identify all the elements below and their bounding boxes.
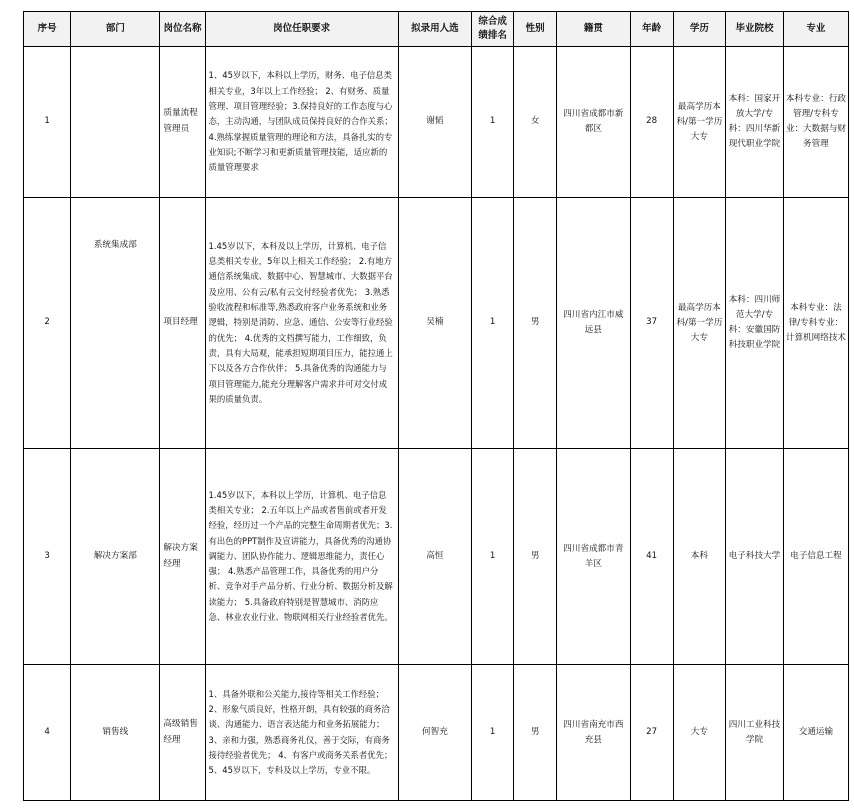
cell-major: 电子信息工程	[783, 449, 848, 665]
cell-education: 本科	[673, 449, 725, 665]
cell-major: 交通运输	[783, 665, 848, 801]
cell-major: 本科专业：法律/专科专业：计算机网络技术	[783, 198, 848, 449]
cell-no: 2	[24, 198, 71, 449]
header-dept: 部门	[71, 12, 160, 47]
header-candidate: 拟录用人选	[398, 12, 471, 47]
header-gender: 性别	[514, 12, 557, 47]
cell-gender: 男	[514, 449, 557, 665]
cell-candidate: 谢韬	[398, 47, 471, 198]
cell-school: 四川工业科技学院	[726, 665, 784, 801]
cell-major: 本科专业：行政管理/专科专业：大数据与财务管理	[783, 47, 848, 198]
cell-dept: 系统集成部	[71, 198, 160, 449]
header-rank: 综合成绩排名	[472, 12, 514, 47]
table-row	[24, 198, 849, 449]
cell-gender: 男	[514, 198, 557, 449]
cell-rank: 1	[472, 198, 514, 449]
cell-origin: 四川省南充市西充县	[557, 665, 630, 801]
cell-no: 4	[24, 665, 71, 801]
cell-no: 3	[24, 449, 71, 665]
cell-education: 大专	[673, 665, 725, 801]
header-major: 专业	[783, 12, 848, 47]
cell-education: 最高学历本科/第一学历大专	[673, 198, 725, 449]
cell-candidate: 吴楠	[398, 198, 471, 449]
cell-title: 高级销售经理	[160, 665, 205, 801]
header-title: 岗位名称	[160, 12, 205, 47]
cell-age: 41	[630, 449, 673, 665]
table-row	[24, 449, 849, 665]
table-row	[24, 665, 849, 801]
cell-requirement: 1.45岁以下，本科以上学历，计算机、电子信息类相关专业； 2.五年以上产品或者售前或者开发经验，经历过一个产品的完整生命周期者优先；3.有出色的PPT制作及宣讲能力，具备优秀的沟通协调能力、团队协作能力、逻辑思维能力，责任心强； 4.熟悉产品管理工作，具备优秀的用户分析、竞争对手产品分析、行业分析、数据分析及解读能力； 5.具备政府特别是智慧城市、消防应急、林业农业行业、物联网相关行业经验者优先。	[205, 449, 398, 665]
table-row	[24, 47, 849, 198]
cell-origin: 四川省成都市新都区	[557, 47, 630, 198]
cell-dept	[71, 47, 160, 198]
header-requirement: 岗位任职要求	[205, 12, 398, 47]
cell-dept: 解决方案部	[71, 449, 160, 665]
cell-title: 项目经理	[160, 198, 205, 449]
cell-title: 解决方案经理	[160, 449, 205, 665]
cell-age: 28	[630, 47, 673, 198]
cell-gender: 女	[514, 47, 557, 198]
cell-title: 质量流程管理员	[160, 47, 205, 198]
cell-gender: 男	[514, 665, 557, 801]
header-origin: 籍贯	[557, 12, 630, 47]
cell-rank: 1	[472, 47, 514, 198]
header-row	[24, 12, 849, 47]
cell-requirement: 1.45岁以下，本科及以上学历，计算机、电子信息类相关专业，5年以上相关工作经验； 2.有地方通信系统集成、数据中心、智慧城市、大数据平台及应用、公有云/私有云交付经验者优先； 3.熟悉验收流程和标准等,熟悉政府客户业务系统和业务逻辑，特别是消防、应急、通信、公安等行业经验的优先； 4.优秀的文档撰写能力，工作细致，负责，具有大局观，能承担短期项目压力，能拉通上下以及各方合作伙伴； 5.具备优秀的沟通能力与项目管理能力,能充分理解客户需求并可对交付成果的质量负责。	[205, 198, 398, 449]
cell-dept: 销售线	[71, 665, 160, 801]
cell-school: 电子科技大学	[726, 449, 784, 665]
recruitment-table	[23, 11, 849, 801]
cell-candidate: 高恒	[398, 449, 471, 665]
cell-candidate: 何智充	[398, 665, 471, 801]
cell-origin: 四川省成都市青羊区	[557, 449, 630, 665]
header-no: 序号	[24, 12, 71, 47]
cell-education: 最高学历本科/第一学历大专	[673, 47, 725, 198]
header-age: 年龄	[630, 12, 673, 47]
cell-rank: 1	[472, 449, 514, 665]
cell-requirement: 1、具备外联和公关能力,接待等相关工作经验； 2、形象气质良好，性格开朗，具有较强的商务洽谈、沟通能力、语言表达能力和业务拓展能力；3、亲和力强，熟悉商务礼仪，善于交际，有商务接待经验者优先； 4、有客户或商务关系者优先； 5、45岁以下，专科及以上学历，专业不限。	[205, 665, 398, 801]
cell-age: 37	[630, 198, 673, 449]
cell-rank: 1	[472, 665, 514, 801]
header-education: 学历	[673, 12, 725, 47]
cell-age: 27	[630, 665, 673, 801]
cell-origin: 四川省内江市威远县	[557, 198, 630, 449]
cell-requirement: 1、45岁以下，本科以上学历，财务、电子信息类相关专业，3年以上工作经验； 2、有财务、质量管理、项目管理经验；3.保持良好的工作态度与心态，主动沟通，与团队成员保持良好的合作关系；4.熟练掌握质量管理的理论和方法，具备扎实的专业知识;不断学习和更新质量管理技能，适应新的质量管理要求	[205, 47, 398, 198]
cell-school: 本科：四川师范大学/专科：安徽国防科技职业学院	[726, 198, 784, 449]
header-school: 毕业院校	[726, 12, 784, 47]
cell-no: 1	[24, 47, 71, 198]
cell-school: 本科：国家开放大学/专科：四川华新现代职业学院	[726, 47, 784, 198]
